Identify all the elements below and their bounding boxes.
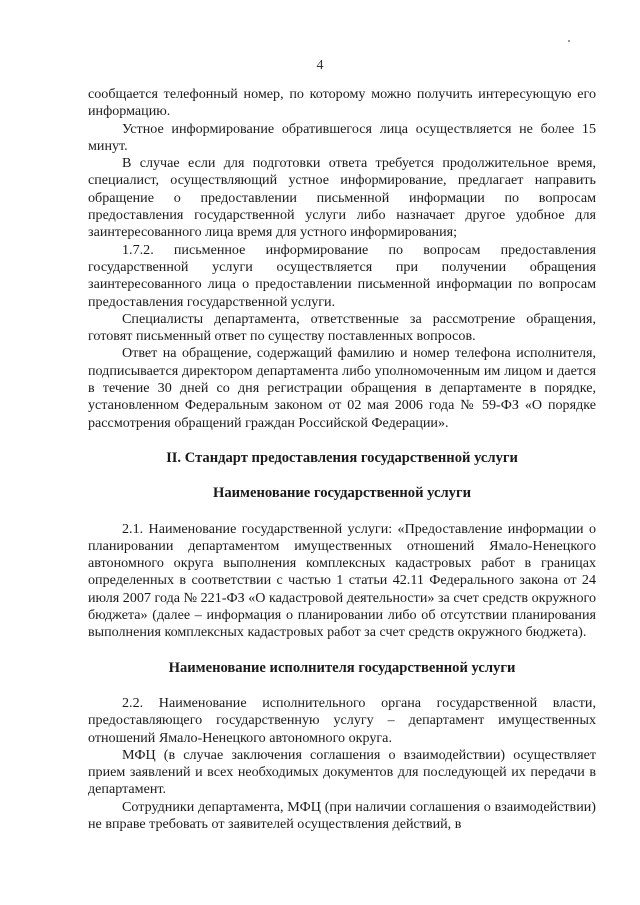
paragraph-long-preparation: В случае если для подготовки ответа требуется продолжительное время, специалист, осуществляющий устное информирование, предлагает направить обращение о предоставлении письменной информации по вопросам предоставления государственной услуги либо назначает другое удобное для заинтересованного лица время для устного информирования; — [88, 155, 596, 241]
paragraph-response: Ответ на обращение, содержащий фамилию и номер телефона исполнителя, подписывается директором департамента либо уполномоченным им лицом и дается в течение 30 дней со дня регистрации обращения в департаменте в порядке, установленном Федеральным законом от 02 мая 2006 года № 59-ФЗ «О порядке рассмотрения обращений граждан Российской Федерации». — [88, 345, 596, 431]
subheading-service-name: Наименование государственной услуги — [213, 485, 471, 502]
paragraph-mfc: МФЦ (в случае заключения соглашения о взаимодействии) осуществляет прием заявлений и всех необходимых документов для последующей их передачи в департамент. — [88, 746, 596, 798]
paragraph-2-2: 2.2. Наименование исполнительного органа государственной власти, предоставляющего государственную услугу – департамент имущественных отношений Ямало-Ненецкого автономного округа. — [88, 694, 596, 746]
paragraph-employees: Сотрудники департамента, МФЦ (при наличии соглашения о взаимодействии) не вправе требовать от заявителей осуществления действий, в — [88, 798, 596, 832]
subheading-executor: Наименование исполнителя государственной услуги — [168, 659, 516, 676]
page-number: 4 — [316, 58, 324, 73]
paragraph-continuation: сообщается телефонный номер, по которому можно получить интересующую его информацию. — [88, 86, 596, 120]
paragraph-oral-duration: Устное информирование обратившегося лица осуществляется не более 15 минут. — [88, 120, 596, 154]
paragraph-specialists: Специалисты департамента, ответственные за рассмотрение обращения, готовят письменный ответ по существу поставленных вопросов. — [88, 310, 596, 345]
scan-speck — [568, 40, 570, 42]
paragraph-2-1: 2.1. Наименование государственной услуги: «Предоставление информации о планировании департаментом имущественных отношений Ямало-Ненецкого автономного округа выполнения комплексных кадастровых работ в границах определенных в соответствии с частью 1 статьи 42.11 Федерального закона от 24 июля 2007 года № 221-ФЗ «О кадастровой деятельности» за счет средств окружного бюджета» (далее – информация о планировании либо об отсутствии планирования выполнения комплексных кадастровых работ за счет средств окружного бюджета). — [88, 520, 596, 641]
document-body — [88, 86, 596, 833]
section-heading: II. Стандарт предоставления государственной услуги — [166, 449, 518, 466]
paragraph-1-7-2: 1.7.2. письменное информирование по вопросам предоставления государственной услуги осуществляется при получении обращения заинтересованного лица о предоставлении письменной информации по вопросам предоставления государственной услуги. — [88, 241, 596, 310]
